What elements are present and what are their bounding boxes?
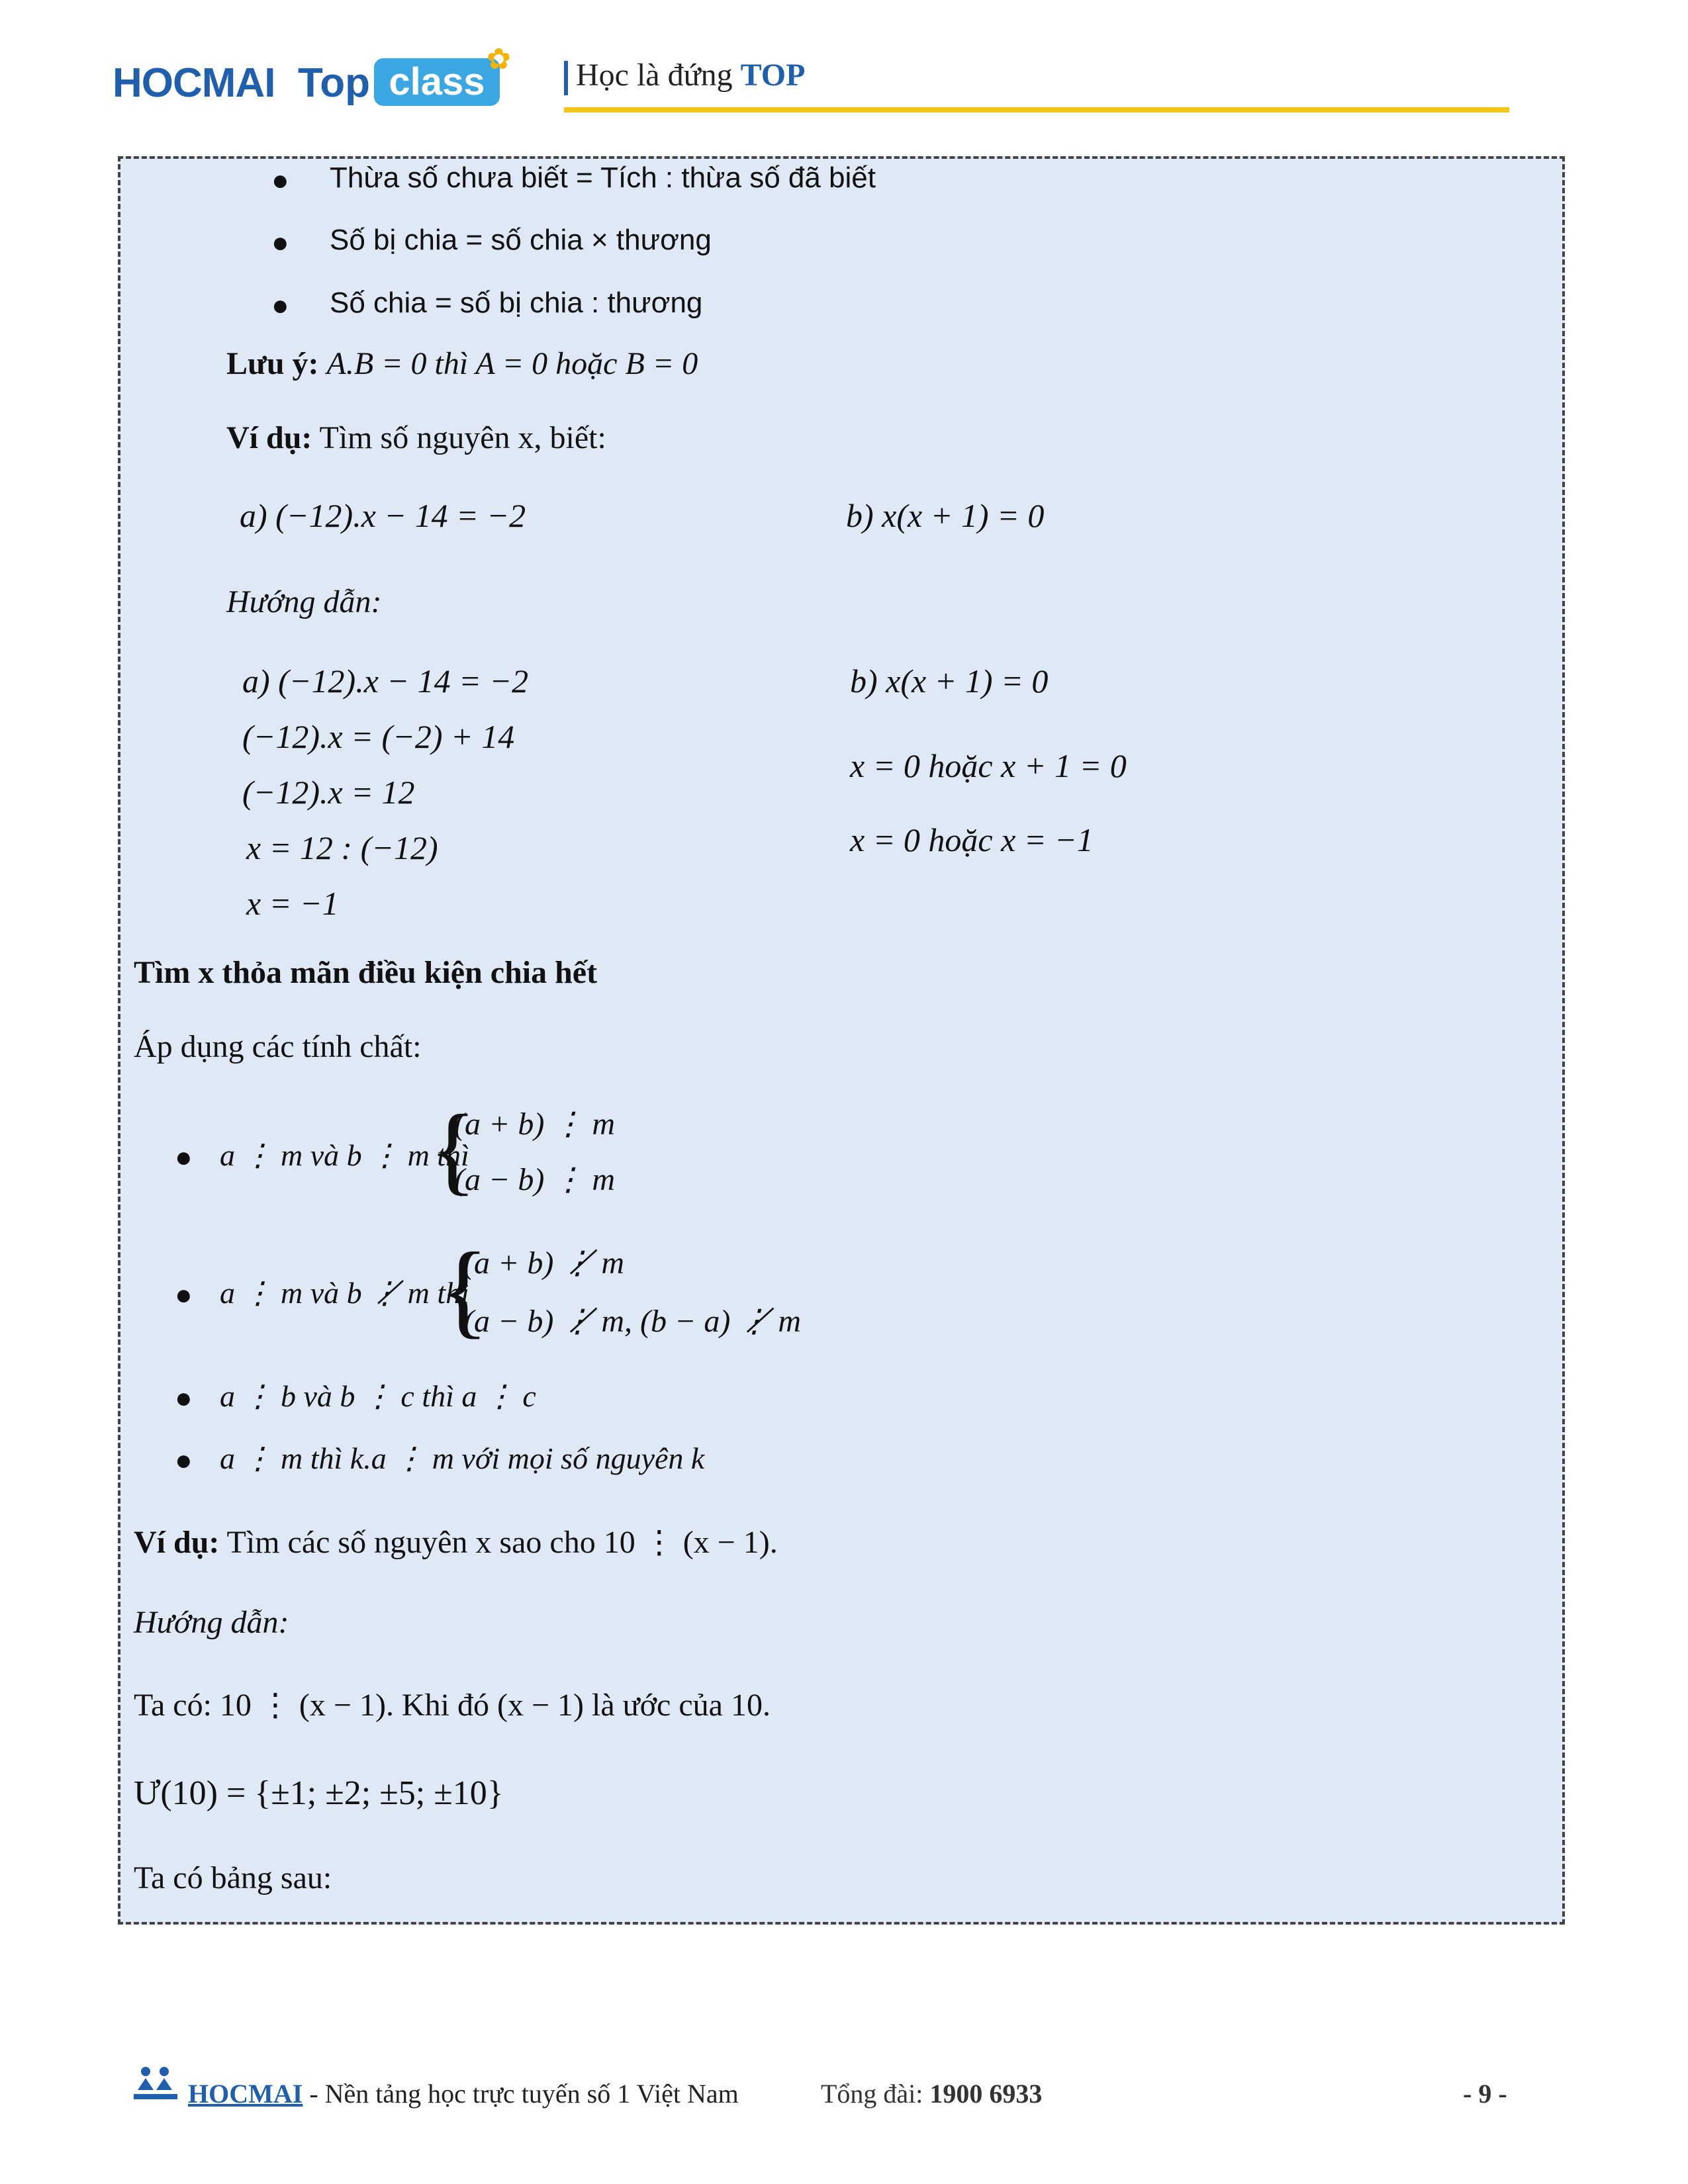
example-part-b: b) x(x + 1) = 0 — [846, 497, 1045, 534]
bullet-icon: ● — [175, 1279, 193, 1311]
solution-b-step: b) x(x + 1) = 0 — [850, 662, 1049, 700]
property-1-condition: a ⋮ m và b ⋮ m thì — [220, 1138, 469, 1172]
solution-b-step: x = 0 hoặc x + 1 = 0 — [850, 747, 1127, 784]
guide-2-line: Ta có: 10 ⋮ (x − 1). Khi đó (x − 1) là ước của 10. — [134, 1688, 771, 1723]
footer-brand-link[interactable]: HOCMAI — [188, 2079, 303, 2109]
list-item: Thừa số chưa biết = Tích : thừa số đã biết — [330, 161, 876, 194]
list-item: Số chia = số bị chia : thương — [330, 287, 703, 319]
property-2-result: (a + b) ⋮̸ m — [463, 1246, 625, 1281]
brace-icon: { — [438, 1230, 489, 1348]
solution-a-step: x = −1 — [246, 885, 339, 922]
logo-class-badge: class — [374, 58, 500, 106]
section-intro: Áp dụng các tính chất: — [134, 1029, 422, 1064]
bullet-icon: ● — [271, 164, 289, 197]
solution-a-step: a) (−12).x − 14 = −2 — [242, 662, 529, 700]
footer-slogan: HOCMAI - Nền tảng học trực tuyến số 1 Việt Nam — [188, 2079, 739, 2109]
solution-a-step: x = 12 : (−12) — [246, 829, 438, 866]
property-2-condition: a ⋮ m và b ⋮̸ m thì — [220, 1276, 469, 1310]
bullet-icon: ● — [175, 1382, 193, 1414]
property-4: a ⋮ m thì k.a ⋮ m với mọi số nguyên k — [220, 1441, 705, 1475]
example-text: Tìm số nguyên x, biết: — [319, 420, 606, 455]
example-2-label: Ví dụ: — [134, 1525, 220, 1560]
tagline-divider — [564, 61, 568, 95]
solution-b-step: x = 0 hoặc x = −1 — [850, 821, 1094, 858]
footer-hotline: Tổng đài: 1900 6933 — [821, 2079, 1043, 2109]
note-expression: A.B = 0 thì A = 0 hoặc B = 0 — [326, 346, 698, 381]
list-item: Số bị chia = số chia × thương — [330, 224, 712, 256]
hocmai-people-icon — [132, 2065, 179, 2105]
guide-2-line: Ư(10) = {±1; ±2; ±5; ±10} — [134, 1774, 504, 1812]
solution-a-step: (−12).x = 12 — [242, 774, 415, 811]
bullet-icon: ● — [175, 1141, 193, 1173]
example-heading — [226, 420, 606, 456]
page-number: - 9 - — [1463, 2079, 1507, 2109]
bullet-icon: ● — [271, 226, 289, 259]
guide-label: Hướng dẫn: — [226, 584, 382, 619]
guide-2-line: Ta có bảng sau: — [134, 1860, 332, 1895]
solution-a-step: (−12).x = (−2) + 14 — [242, 718, 515, 755]
example-2-heading — [134, 1524, 778, 1561]
example-2-text: Tìm các số nguyên x sao cho 10 ⋮ (x − 1). — [226, 1525, 778, 1560]
property-2-result: (a − b) ⋮̸ m, (b − a) ⋮̸ m — [463, 1304, 802, 1339]
header-underline — [564, 107, 1509, 113]
bullet-icon: ● — [271, 289, 289, 322]
example-part-a: a) (−12).x − 14 = −2 — [240, 497, 526, 534]
property-1-result: (a + b) ⋮ m — [454, 1107, 616, 1142]
tagline: Học là đứng TOP — [576, 58, 806, 93]
note-label: Lưu ý: — [226, 346, 319, 381]
bullet-icon: ● — [175, 1444, 193, 1477]
star-icon: ✿ — [487, 43, 511, 75]
guide-2-label: Hướng dẫn: — [134, 1605, 289, 1640]
example-label: Ví dụ: — [226, 420, 312, 455]
property-1-result: (a − b) ⋮ m — [454, 1162, 616, 1197]
logo-hocmai-text: HOCMAI — [113, 60, 275, 106]
note — [226, 345, 698, 382]
property-3: a ⋮ b và b ⋮ c thì a ⋮ c — [220, 1379, 536, 1413]
section-title: Tìm x thỏa mãn điều kiện chia hết — [134, 955, 598, 990]
brace-icon: { — [429, 1095, 477, 1205]
logo-top-text: Top — [298, 60, 371, 106]
